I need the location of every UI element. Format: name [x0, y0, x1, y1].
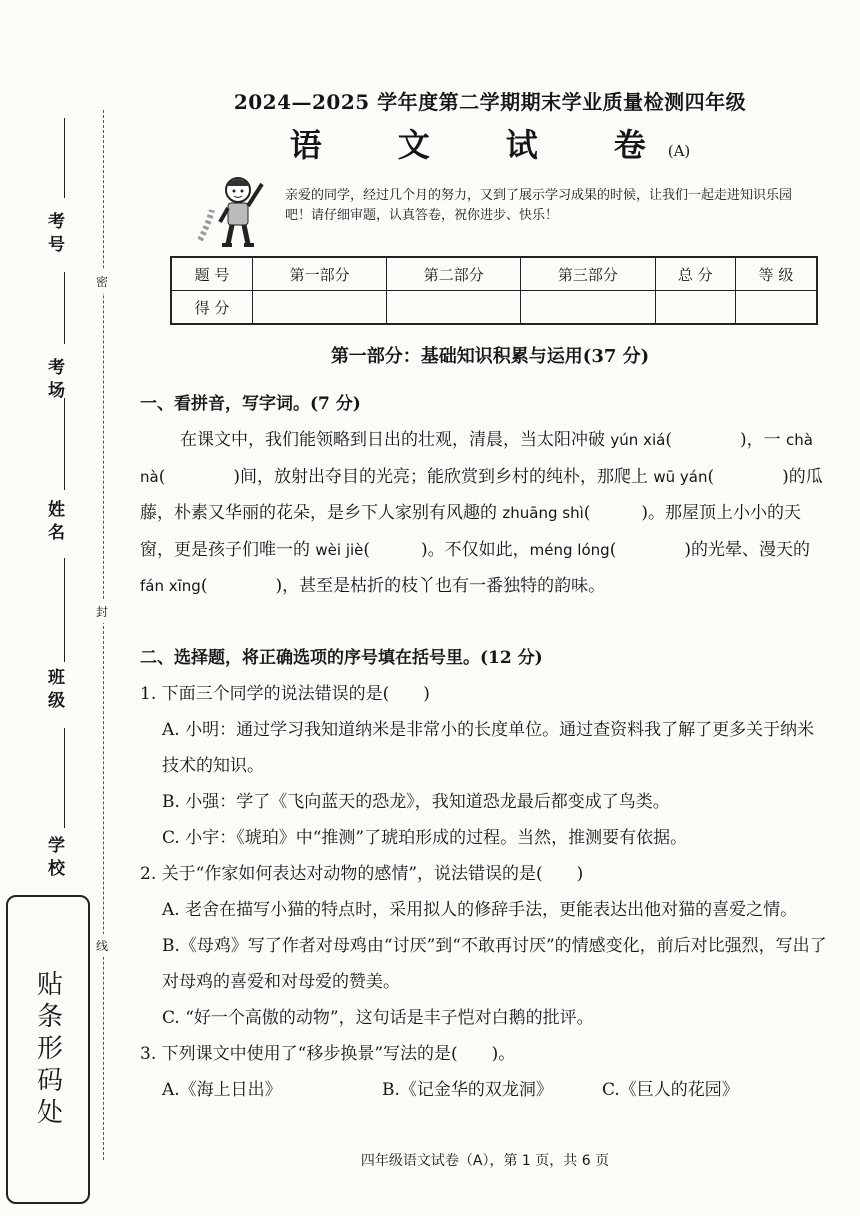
q1-blank-text: ( )。那屋顶上小小的天窗，更是孩子们唯一的 — [140, 503, 802, 560]
school-line — [64, 728, 65, 828]
score-cell-part3[interactable] — [521, 291, 655, 325]
header-cell-part1: 第一部分 — [253, 257, 387, 291]
cut-line — [103, 110, 104, 1160]
pinyin-wuyan: wū yán — [653, 467, 708, 486]
q1-blank-text: ( )的瓜藤，朴素又华丽的花朵，是乡下人家别有风趣的 — [140, 466, 823, 523]
q2-item-2-stem: 2. 关于“作家如何表达对动物的感情”，说法错误的是( ) — [140, 864, 584, 884]
header-cell-total: 总 分 — [655, 257, 735, 291]
pinyin-zhuangshi: zhuāng shì — [502, 504, 584, 522]
q1-paragraph — [140, 422, 830, 605]
page-footer: 四年级语文试卷（A），第 1 页，共 6 页 — [360, 1153, 610, 1169]
pinyin-fanxing: fán xīng — [140, 577, 201, 595]
score-table — [170, 256, 818, 325]
part1-title: 第一部分：基础知识积累与运用(37 分) — [330, 346, 650, 367]
score-table-header-row — [171, 257, 817, 291]
q2-item-3-option-b: B.《记金华的双龙洞》 — [382, 1080, 553, 1100]
q2-item-2-option-b: B.《母鸡》写了作者对母鸡由“讨厌”到“不敢再讨厌”的情感变化，前后对比强烈，写出了对母鸡的喜爱和对母爱的赞美。 — [162, 936, 827, 992]
room-label: 考场 — [44, 358, 64, 404]
exam-no-line — [64, 118, 65, 198]
pinyin-yunxia: yún xiá — [610, 431, 666, 449]
pinyin-chana: chà nà — [140, 431, 813, 486]
header-cell-grade: 等 级 — [735, 257, 817, 291]
header-cell-part2: 第二部分 — [387, 257, 521, 291]
score-cell-total[interactable] — [655, 291, 735, 325]
binding-margin — [0, 0, 120, 1216]
subject-name: 语 文 试 卷 — [289, 126, 668, 164]
class-label: 班级 — [44, 668, 64, 714]
pinyin-weijie: wèi jiè — [315, 540, 364, 559]
q2-item-1-option-b: B. 小强：学了《飞向蓝天的恐龙》，我知道恐龙最后都变成了鸟类。 — [162, 792, 670, 812]
name-label: 姓名 — [44, 500, 64, 546]
question-1 — [140, 386, 830, 605]
pinyin-menglong: méng lóng — [529, 540, 610, 559]
score-cell-part2[interactable] — [387, 291, 521, 325]
boy-illustration-icon — [198, 170, 278, 250]
question-2 — [140, 640, 830, 1108]
header-cell-part3: 第三部分 — [521, 257, 655, 291]
school-label: 学校 — [44, 836, 64, 882]
q2-item-3-stem: 3. 下列课文中使用了“移步换景”写法的是( )。 — [140, 1044, 516, 1064]
score-cell-grade[interactable] — [735, 291, 817, 325]
room-line — [64, 272, 65, 344]
q2-item-3-option-a: A.《海上日出》 — [162, 1080, 282, 1100]
q2-item-1-option-a: A. 小明：通过学习我知道纳米是非常小的长度单位。通过查资料我了解了更多关于纳米技术的知识。 — [162, 720, 815, 776]
class-line — [64, 558, 65, 662]
exam-title: 2024—2025 学年度第二学期期末学业质量检测四年级 — [233, 90, 747, 114]
q1-blank-text: ( )，一 — [665, 430, 786, 450]
header-cell-item: 题 号 — [171, 257, 253, 291]
q2-item-1-option-c: C. 小宇：《琥珀》中“推测”了琥珀形成的过程。当然，推测要有依据。 — [162, 828, 688, 848]
exam-no-label: 考号 — [44, 212, 64, 258]
score-table-score-row — [171, 291, 817, 325]
name-line — [64, 398, 65, 490]
q1-blank-text: ( )的光晕、漫天的 — [609, 539, 810, 560]
subject-title — [240, 120, 740, 166]
cut-word-seal: 密 — [96, 270, 108, 293]
q1-heading: 一、看拼音，写字词。(7 分) — [140, 394, 361, 414]
q1-blank-text: ( )，甚至是枯折的枝丫也有一番独特的韵味。 — [200, 576, 606, 596]
q2-item-3-options — [140, 1072, 830, 1108]
version-label: (A) — [667, 142, 691, 160]
q2-item-2-option-c: C. “好一个高傲的动物”，这句话是丰子恺对白鹅的批评。 — [162, 1008, 594, 1028]
greeting-text: 亲爱的同学，经过几个月的努力，又到了展示学习成果的时候，让我们一起走进知识乐园吧！请仔细审题，认真答卷，祝你进步、快乐！ — [285, 188, 793, 223]
cut-word-envelope: 封 — [96, 600, 108, 623]
cut-word-line: 线 — [96, 934, 108, 957]
q1-blank-text: ( )。不仅如此， — [363, 539, 530, 560]
barcode-label: 贴条形码处 — [32, 969, 63, 1130]
score-row-label: 得 分 — [171, 291, 253, 325]
score-cell-part1[interactable] — [253, 291, 387, 325]
q2-item-1-stem: 1. 下面三个同学的说法错误的是( ) — [140, 684, 430, 704]
barcode-box — [6, 895, 90, 1204]
q1-text: 在课文中，我们能领略到日出的壮观，清晨，当太阳冲破 — [180, 430, 611, 450]
q1-blank-text: ( )间，放射出夺目的光亮；能欣赏到乡村的纯朴，那爬上 — [158, 466, 654, 487]
q2-item-2-option-a: A. 老舍在描写小猫的特点时，采用拟人的修辞手法，更能表达出他对猫的喜爱之情。 — [162, 900, 798, 920]
q2-item-3-option-c: C.《巨人的花园》 — [602, 1080, 739, 1100]
q2-heading: 二、选择题，将正确选项的序号填在括号里。(12 分) — [140, 648, 543, 668]
